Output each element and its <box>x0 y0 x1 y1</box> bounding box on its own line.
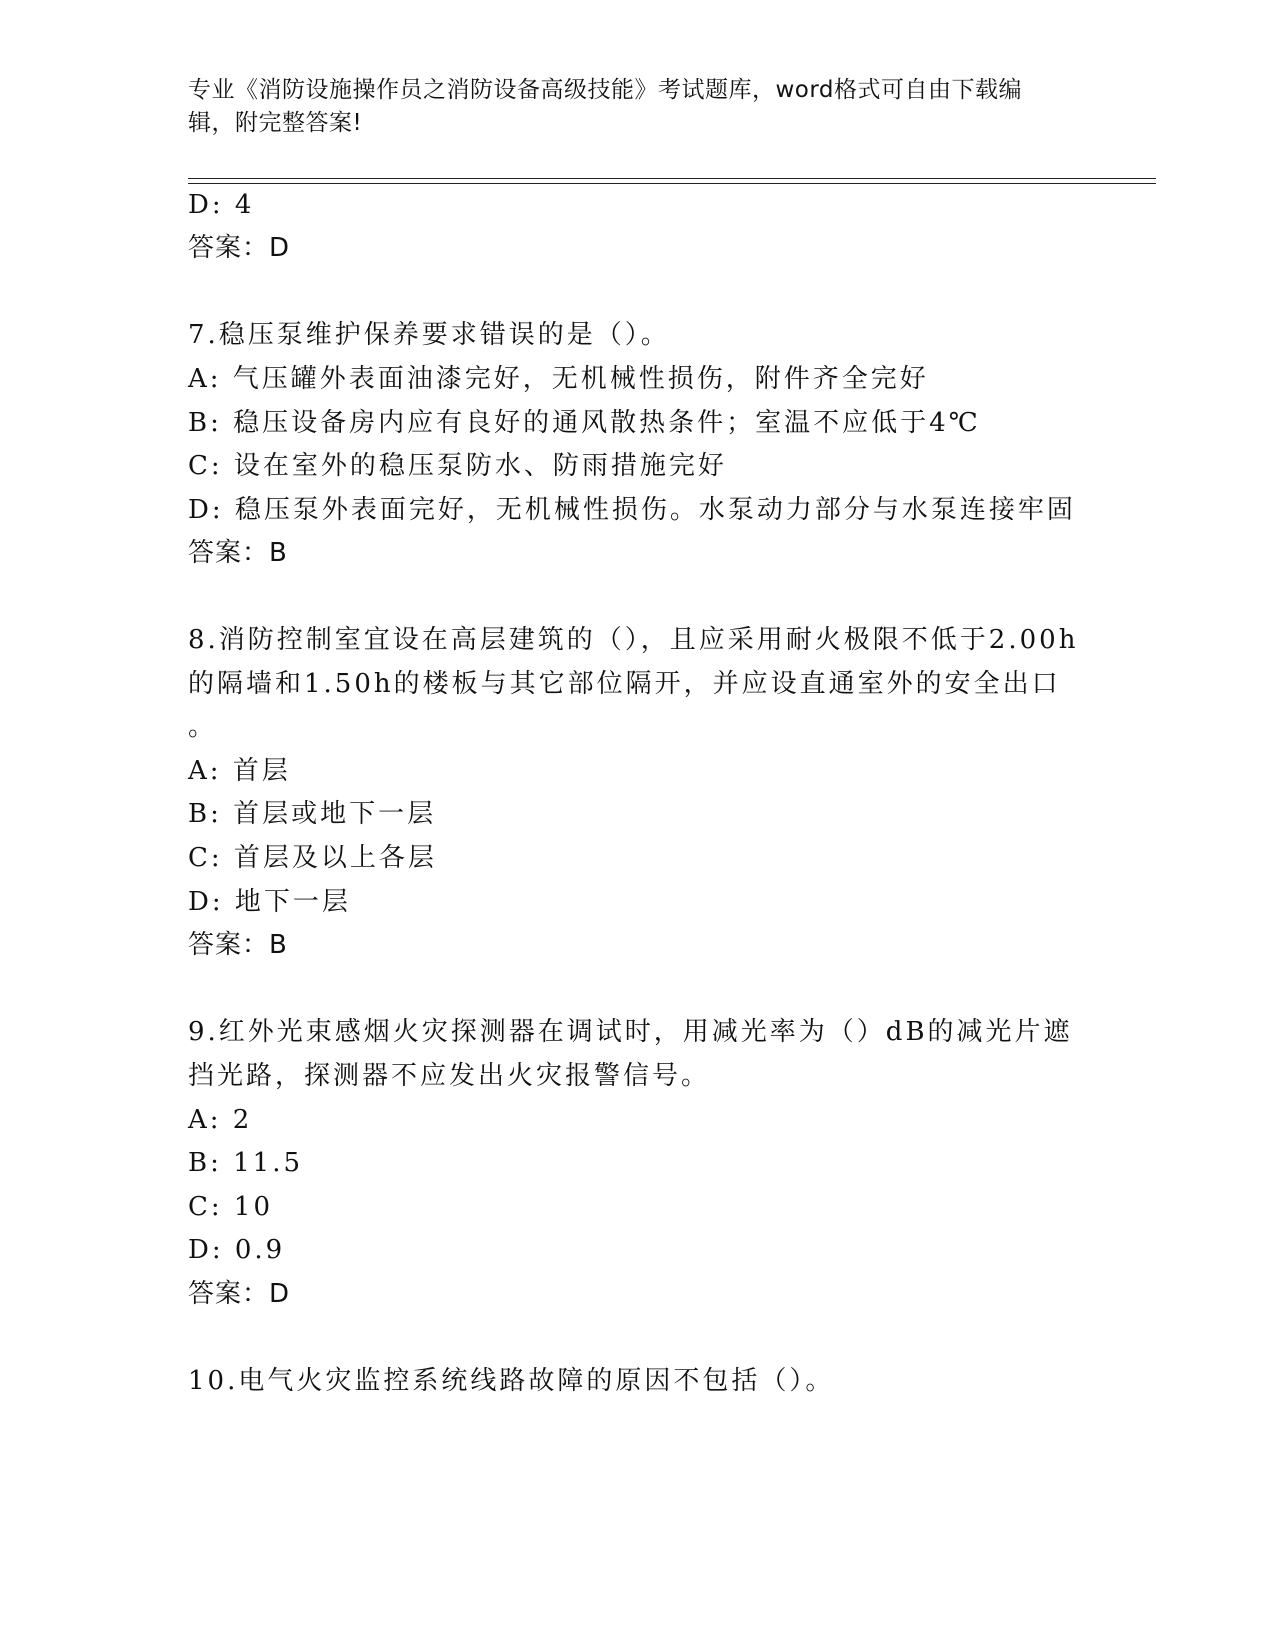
q7-option-c: C: 设在室外的稳压泵防水、防雨措施完好 <box>188 451 727 481</box>
q8-option-c: C: 首层及以上各层 <box>188 843 437 873</box>
q8-stem-line-3: 。 <box>188 712 218 742</box>
q9-option-a: A: 2 <box>188 1105 253 1135</box>
q9-answer: 答案：D <box>188 1279 291 1309</box>
q7-stem: 7.稳压泵维护保养要求错误的是（）。 <box>188 320 670 350</box>
header-line-2: 辑，附完整答案! <box>188 110 363 136</box>
q9-option-c: C: 10 <box>188 1192 274 1222</box>
q8-stem-line-1: 8.消防控制室宜设在高层建筑的（），且应采用耐火极限不低于2.00h <box>188 625 1079 655</box>
q8-option-b: B: 首层或地下一层 <box>188 799 437 829</box>
q6-answer: 答案：D <box>188 233 291 263</box>
header-divider-bottom <box>188 183 1156 184</box>
q7-answer: 答案：B <box>188 538 288 568</box>
q9-option-b: B: 11.5 <box>188 1148 304 1178</box>
q7-option-a: A: 气压罐外表面油漆完好，无机械性损伤，附件齐全完好 <box>188 364 929 394</box>
q8-answer: 答案：B <box>188 930 288 960</box>
header-divider-top <box>188 178 1156 179</box>
page-header <box>188 74 1068 140</box>
q7-option-b: B: 稳压设备房内应有良好的通风散热条件；室温不应低于4℃ <box>188 408 981 438</box>
q9-stem-line-1: 9.红外光束感烟火灾探测器在调试时，用减光率为（）dB的减光片遮 <box>188 1017 1073 1047</box>
q7-option-d: D: 稳压泵外表面完好，无机械性损伤。水泵动力部分与水泵连接牢固 <box>188 495 1076 525</box>
q8-stem-line-2: 的隔墙和1.50h的楼板与其它部位隔开，并应设直通室外的安全出口 <box>188 669 1061 699</box>
header-line-1: 专业《消防设施操作员之消防设备高级技能》考试题库，word格式可自由下载编 <box>188 77 1023 103</box>
q6-option-d: D: 4 <box>188 190 255 220</box>
q10-stem: 10.电气火灾监控系统线路故障的原因不包括（）。 <box>188 1366 835 1396</box>
q9-option-d: D: 0.9 <box>188 1235 286 1265</box>
q8-option-a: A: 首层 <box>188 756 291 786</box>
q8-option-d: D: 地下一层 <box>188 887 351 917</box>
q9-stem-line-2: 挡光路，探测器不应发出火灾报警信号。 <box>188 1061 711 1091</box>
